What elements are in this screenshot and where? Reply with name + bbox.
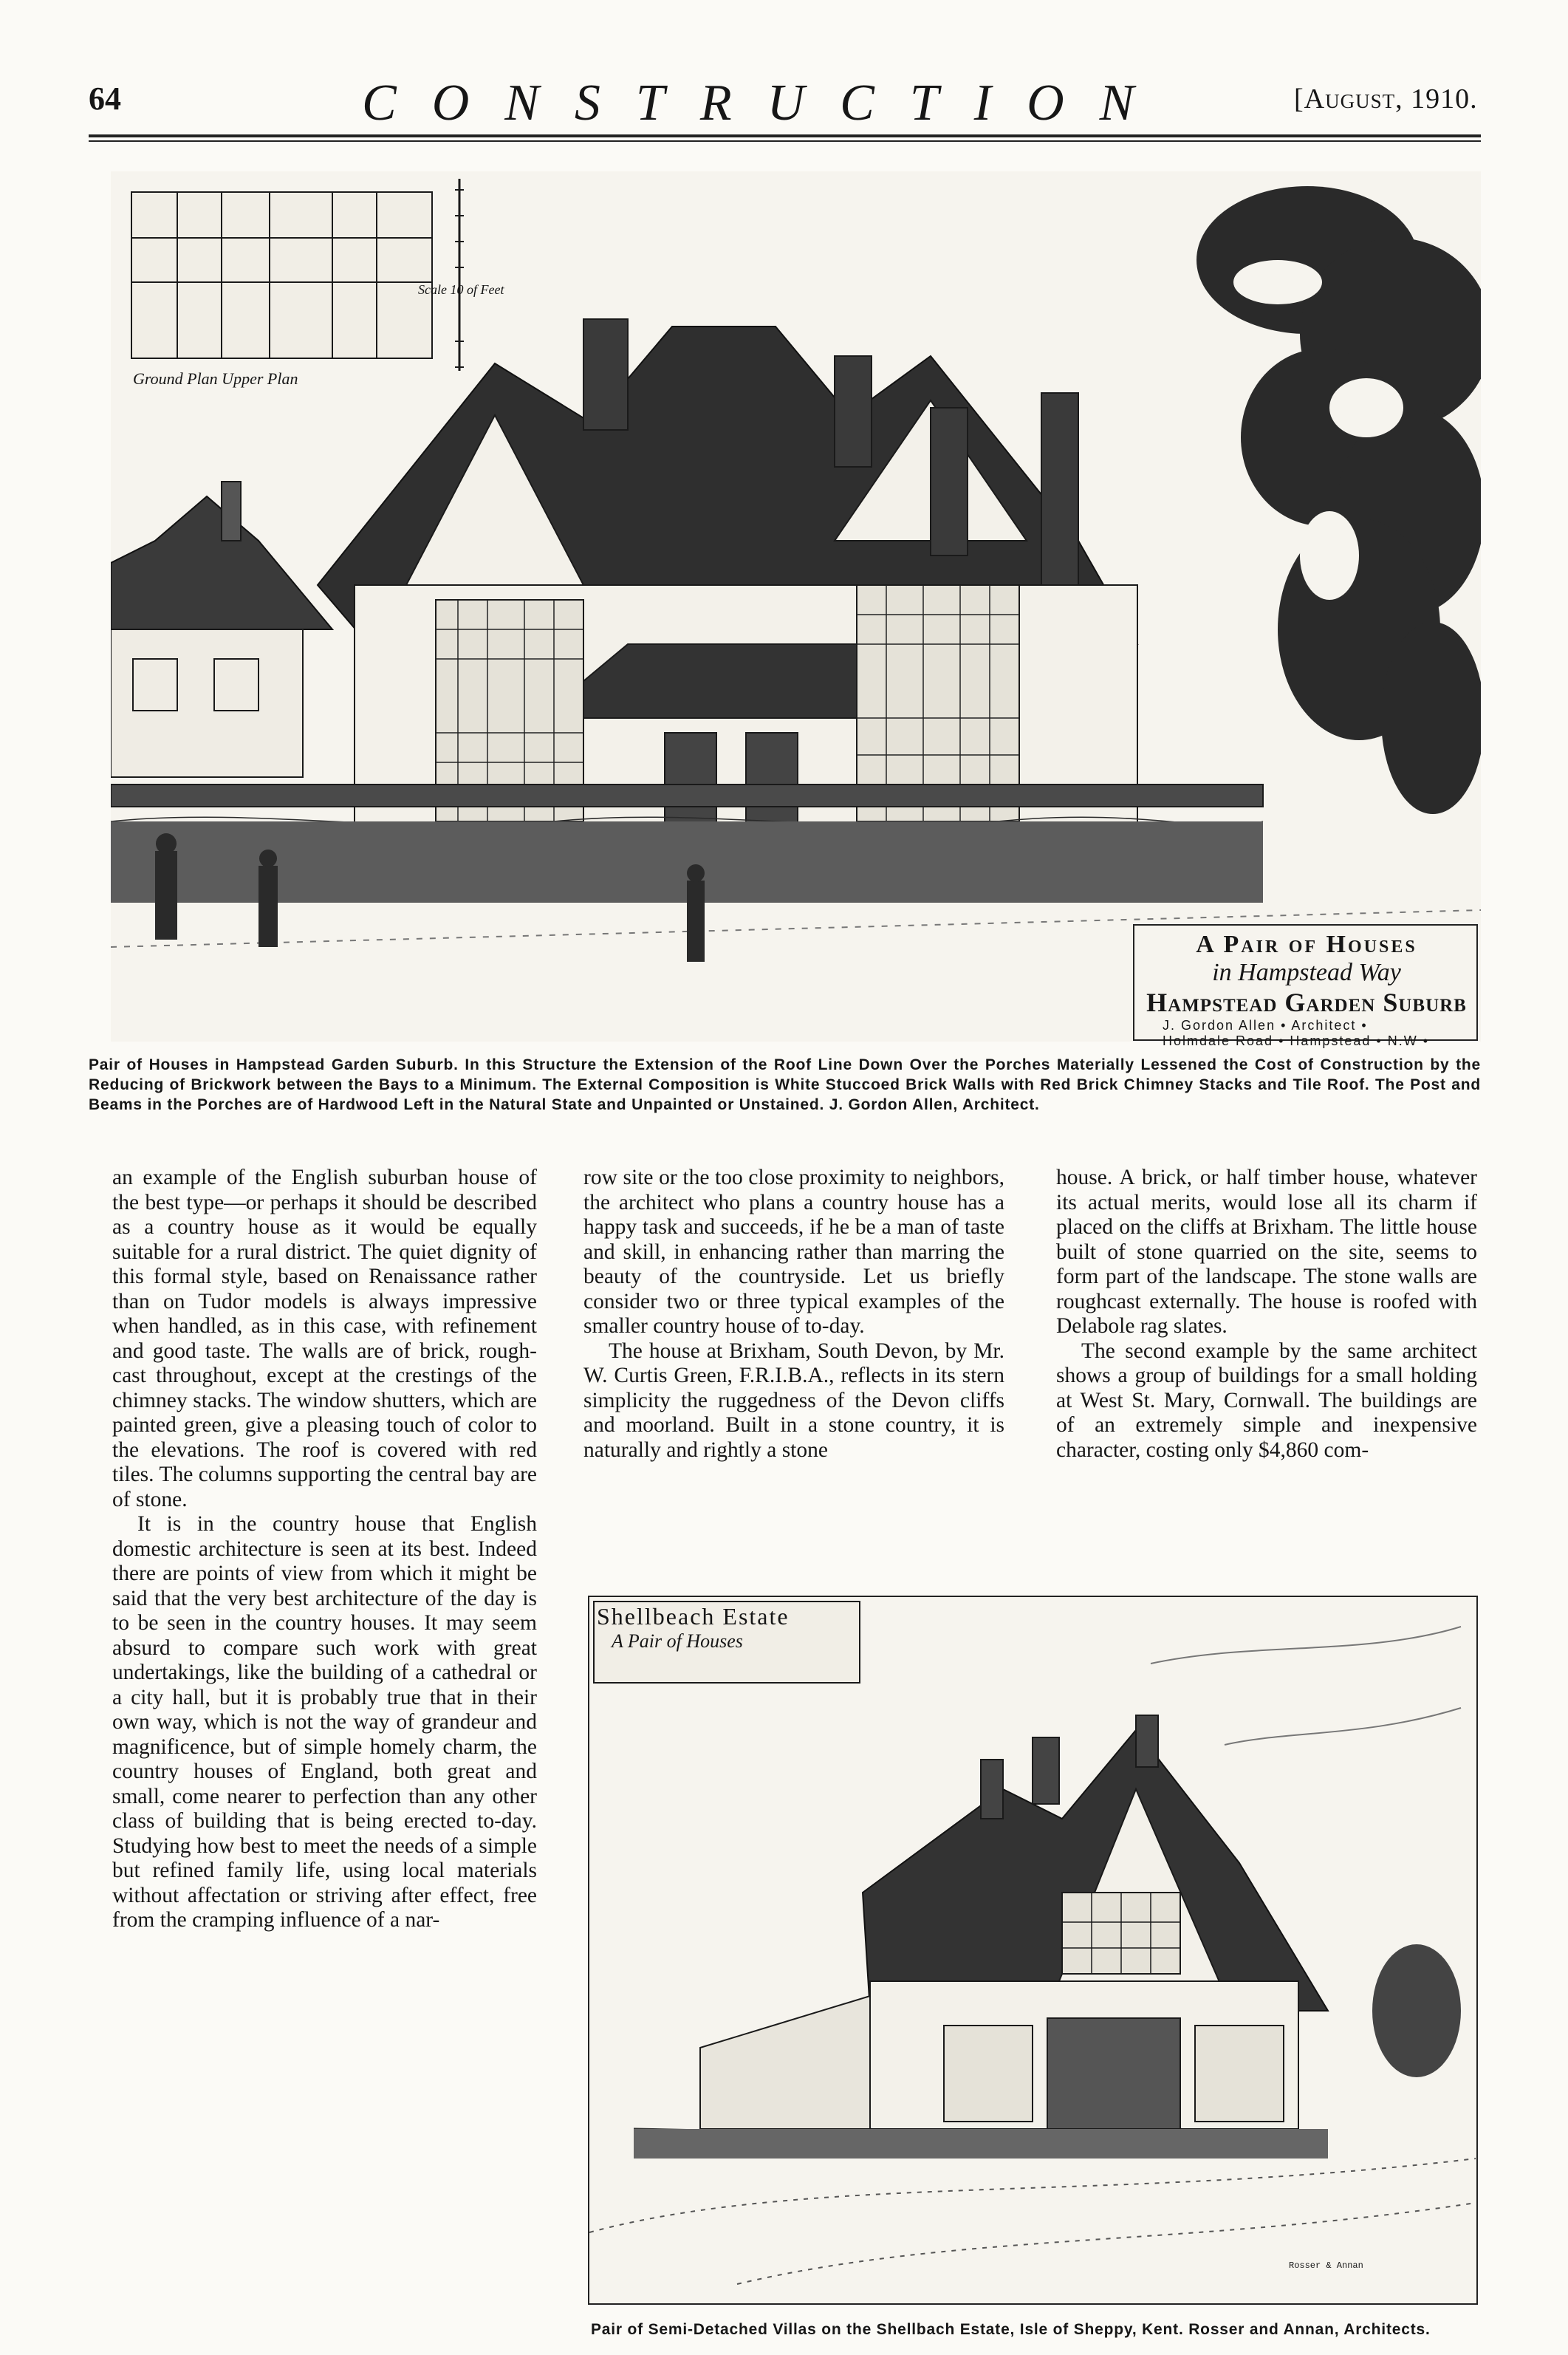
shellbeach-title-2: A Pair of Houses [612, 1630, 743, 1652]
col3-paragraph-1: house. A brick, or half timber house, whatever its actual merits, would lose all its charm if placed on the cliffs at Brixham. The little house built of stone quarried on the site, seems to form part of the landscape. The stone walls are roughcast externally. The house is roofed with Delabole rag slates. [1056, 1166, 1477, 1338]
figure-1-caption: Pair of Houses in Hampstead Garden Suburb. In this Structure the Extension of the Roof Line Down Over the Porches Materially Lessened the Cost of Construction by the Reducing of Brickwork between the Bays to a Minimum. The External Composition is White Stuccoed Brick Walls with Red Brick Chimney Stacks and Tile Roof. The Post and Beams in the Porches are of Hardwood Left in the Natural State and Unpainted or Unstained. J. Gordon Allen, Architect. [89, 1056, 1481, 1113]
shellbeach-illustration [589, 1597, 1476, 2303]
header-rule-bottom [89, 140, 1481, 142]
col3-paragraph-2: The second example by the same architect shows a group of buildings for a small holding at West St. Mary, Cornwall. The buildings are of an extremely simple and inexpensive character, costing only $4,860 com- [1056, 1339, 1477, 1462]
header-rule-top [89, 134, 1481, 137]
figure-hampstead-houses [111, 171, 1481, 1042]
ground-plan [131, 192, 272, 358]
article-column-2 [583, 1166, 1004, 1463]
article-column-3 [1056, 1166, 1477, 1463]
issue-date: [August, 1910. [1294, 83, 1478, 114]
hampstead-title-block [1133, 931, 1480, 1049]
title-line-2: in Hampstead Way [1212, 959, 1401, 986]
hampstead-illustration [111, 171, 1481, 1042]
shellbeach-title-1: Shellbeach Estate [597, 1603, 790, 1630]
journal-title: CONSTRUCTION [362, 75, 1170, 131]
title-line-3: Hampstead Garden Suburb [1146, 988, 1467, 1017]
page-number: 64 [89, 81, 121, 117]
article-column-1 [112, 1166, 537, 1933]
architect-line: J. Gordon Allen • Architect • [1163, 1018, 1368, 1033]
figure-2-caption: Pair of Semi-Detached Villas on the Shellbach Estate, Isle of Sheppy, Kent. Rosser and Annan, Architects. [591, 2321, 1431, 2338]
shellbeach-title-block [597, 1603, 848, 1652]
address-line: Holmdale Road • Hampstead • N.W • [1163, 1033, 1430, 1048]
col2-paragraph-1: row site or the too close proximity to neighbors, the architect who plans a country house has a happy task and succeeds, if he be a man of taste and skill, in enhancing rather than marring the beauty of the countryside. Let us briefly consider two or three typical examples of the smaller country house of to-day. [583, 1166, 1004, 1338]
col1-paragraph-1: an example of the English suburban house of the best type—or perhaps it should be described as a country house as it would be equally suitable for a rural district. The quiet dignity of this formal style, based on Renaissance rather than on Tudor models is always impressive when handled, as in this case, with refinement and good taste. The walls are of brick, rough-cast throughout, except at the crestings of the chimney stacks. The window shutters, which are painted green, give a pleasing touch of color to the elevations. The roof is covered with red tiles. The columns supporting the central bay are of stone. [112, 1166, 537, 1511]
col1-paragraph-2: It is in the country house that English domestic architecture is seen at its best. Indeed there are points of view from which it might be said that the very best architecture of the day is to be seen in the country houses. It may seem absurd to compare such work with great undertakings, like the building of a cathedral or a city hall, but it is probably true that in their own way, which is not the way of grandeur and magnificence, but of simple homely charm, the country houses of England, both great and small, come nearer to perfection than any other class of building that is being erected to-day. Studying how best to meet the needs of a simple but refined family life, using local materials without affectation or striving after effect, free from the cramping influence of a nar- [112, 1512, 537, 1932]
upper-plan [270, 192, 432, 358]
scale-label: Scale 10 of Feet [418, 282, 504, 297]
figure-shellbeach-villas [588, 1596, 1478, 2305]
title-line-1: A Pair of Houses [1196, 931, 1417, 958]
plan-label: Ground Plan Upper Plan [133, 369, 298, 388]
col2-paragraph-2: The house at Brixham, South Devon, by Mr. W. Curtis Green, F.R.I.B.A., reflects in its stern simplicity the ruggedness of the Devon cliffs and moorland. Built in a stone country, it is naturally and rightly a stone [583, 1339, 1004, 1462]
artist-signature: Rosser & Annan [1289, 2260, 1363, 2271]
